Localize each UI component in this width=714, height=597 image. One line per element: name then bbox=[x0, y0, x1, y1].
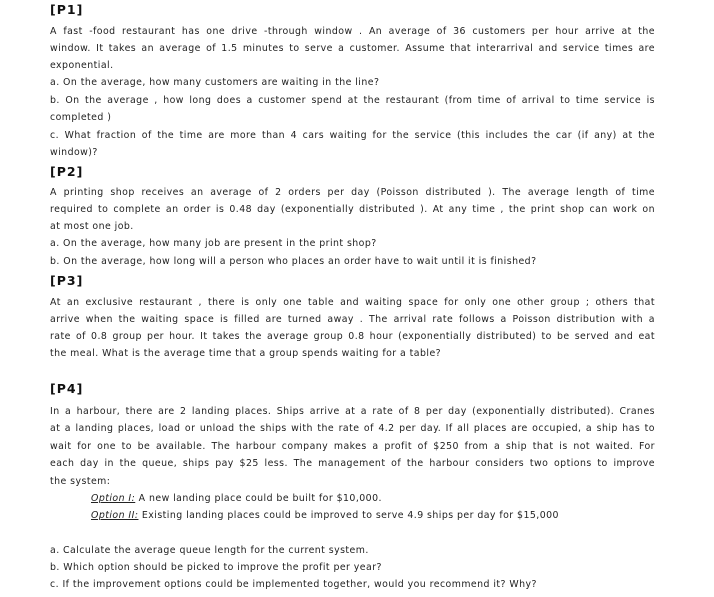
p4-text-line: In a harbour, there are 2 landing places. Ships arrive at a rate of 8 per day (exponentially distributed). Cranes bbox=[50, 406, 655, 417]
p3-text-line: At an exclusive restaurant , there is only one table and waiting space for only one other group ; others that bbox=[50, 297, 655, 308]
p4-question-c: c. If the improvement options could be implemented together, would you recommend it? Why? bbox=[50, 579, 537, 590]
p4-option-1 bbox=[91, 493, 382, 504]
p2-text-line: at most one job. bbox=[50, 221, 134, 232]
option-1-label: Option I: bbox=[91, 493, 136, 504]
p1-question-b: b. On the average , how long does a customer spend at the restaurant (from time of arrival to time service is bbox=[50, 95, 655, 106]
p1-question-c: c. What fraction of the time are more than 4 cars waiting for the service (this includes the car (if any) at the bbox=[50, 130, 655, 141]
p4-text-line: each day in the queue, ships pay $25 less. The management of the harbour considers two options to improve bbox=[50, 458, 655, 469]
option-2-label: Option II: bbox=[91, 510, 139, 521]
p4-question-b: b. Which option should be picked to improve the profit per year? bbox=[50, 562, 382, 573]
p3-text-line: rate of 0.8 group per hour. It takes the average group 0.8 hour (exponentially distributed) to be served and eat bbox=[50, 331, 655, 342]
problem-heading-p3: [P3] bbox=[50, 273, 84, 288]
option-1-text: A new landing place could be built for $10,000. bbox=[135, 493, 382, 504]
p1-text-line: exponential. bbox=[50, 60, 114, 71]
p4-text-line: at a landing places, load or unload the ships with the rate of 4.2 per day. If all places are occupied, a ship has to bbox=[50, 423, 655, 434]
p1-text-line: window. It takes an average of 1.5 minutes to serve a customer. Assume that interarrival and service times are bbox=[50, 43, 655, 54]
p2-text-line: A printing shop receives an average of 2 orders per day (Poisson distributed ). The average length of time bbox=[50, 187, 655, 198]
option-2-text: Existing landing places could be improved to serve 4.9 ships per day for $15,000 bbox=[138, 510, 559, 521]
p1-question-c-cont: window)? bbox=[50, 147, 98, 158]
p1-question-b-cont: completed ) bbox=[50, 112, 112, 123]
p1-text-line: A fast -food restaurant has one drive -through window . An average of 36 customers per hour arrive at the bbox=[50, 26, 655, 37]
problem-heading-p1: [P1] bbox=[50, 2, 84, 17]
p4-text-line: the system: bbox=[50, 476, 111, 487]
p4-text-line: wait for one to be available. The harbour company makes a profit of $250 from a ship that is not waited. For bbox=[50, 441, 655, 452]
p2-question-a: a. On the average, how many job are present in the print shop? bbox=[50, 238, 377, 249]
problem-heading-p4: [P4] bbox=[50, 381, 84, 396]
p3-text-line: the meal. What is the average time that a group spends waiting for a table? bbox=[50, 348, 442, 359]
p4-option-2 bbox=[91, 510, 559, 521]
p2-text-line: required to complete an order is 0.48 day (exponentially distributed ). At any time , the print shop can work on bbox=[50, 204, 655, 215]
p1-question-a: a. On the average, how many customers are waiting in the line? bbox=[50, 77, 380, 88]
p4-question-a: a. Calculate the average queue length for the current system. bbox=[50, 545, 369, 556]
p2-question-b: b. On the average, how long will a person who places an order have to wait until it is finished? bbox=[50, 256, 537, 267]
p3-text-line: arrive when the waiting space is filled are turned away . The arrival rate follows a Poisson distribution with a bbox=[50, 314, 655, 325]
problem-heading-p2: [P2] bbox=[50, 164, 84, 179]
